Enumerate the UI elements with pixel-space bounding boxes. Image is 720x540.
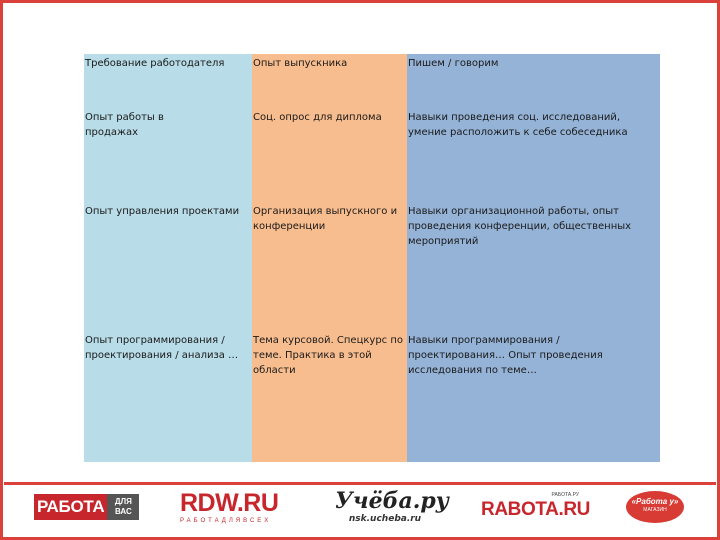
cell-write-say-3: Навыки программирования / проектирования… Опыт проведения исследования по теме… [408, 335, 603, 376]
rabota-dlya-vas-logo[interactable] [34, 494, 139, 520]
ucheba-logo[interactable] [335, 488, 449, 525]
rabota-u-badge [626, 491, 684, 523]
cell-experience-1: Соц. опрос для диплома [253, 112, 382, 123]
cell-requirement-3: Опыт программирования / проектирования / анализа … [85, 335, 239, 361]
cell-experience-2: Организация выпускного и конференции [253, 206, 398, 232]
header-graduate-experience: Опыт выпускника [253, 58, 348, 69]
ucheba-logo-main: Учёба.ру [335, 488, 449, 514]
column-graduate-experience [252, 54, 407, 462]
comparison-table [84, 54, 660, 462]
rabota-dlya-vas-logo-side: ДЛЯ ВАС [107, 494, 139, 520]
cell-write-say-1: Навыки проведения соц. исследований, умение расположить к себе собеседника [408, 112, 628, 138]
header-write-say: Пишем / говорим [408, 58, 499, 69]
ucheba-logo-sub: nsk.ucheba.ru [348, 514, 422, 524]
cell-requirement-1: Опыт работы в продажах [85, 112, 164, 138]
rabota-ru-logo-top: РАБОТА.РУ [551, 492, 579, 498]
rabota-u-logo-main: «Работа у» [631, 497, 679, 506]
rdw-logo[interactable] [180, 490, 290, 525]
rdw-logo-main: RDW.RU [180, 489, 279, 517]
cell-experience-3: Тема курсовой. Спецкурс по теме. Практика в этой области [253, 335, 404, 376]
rabota-u-logo[interactable] [626, 491, 684, 523]
header-employer-requirement: Требование работодателя [85, 58, 225, 69]
rabota-ru-logo-main: RABOTA.RU [481, 499, 590, 520]
rabota-ru-logo[interactable] [481, 492, 590, 521]
cell-write-say-2: Навыки организационной работы, опыт проведения конференции, общественных мероприятий [408, 206, 632, 247]
cell-requirement-2: Опыт управления проектами [85, 206, 240, 217]
footer-divider [4, 482, 716, 485]
rabota-u-logo-sub: МАГАЗИН [643, 507, 667, 513]
column-write-say [407, 54, 660, 462]
partner-logos [0, 486, 720, 536]
rdw-logo-sub: РАБОТАДЛЯВСЕХ [180, 518, 272, 524]
rabota-dlya-vas-logo-main: РАБОТА [34, 494, 107, 520]
column-employer-requirement [84, 54, 252, 462]
